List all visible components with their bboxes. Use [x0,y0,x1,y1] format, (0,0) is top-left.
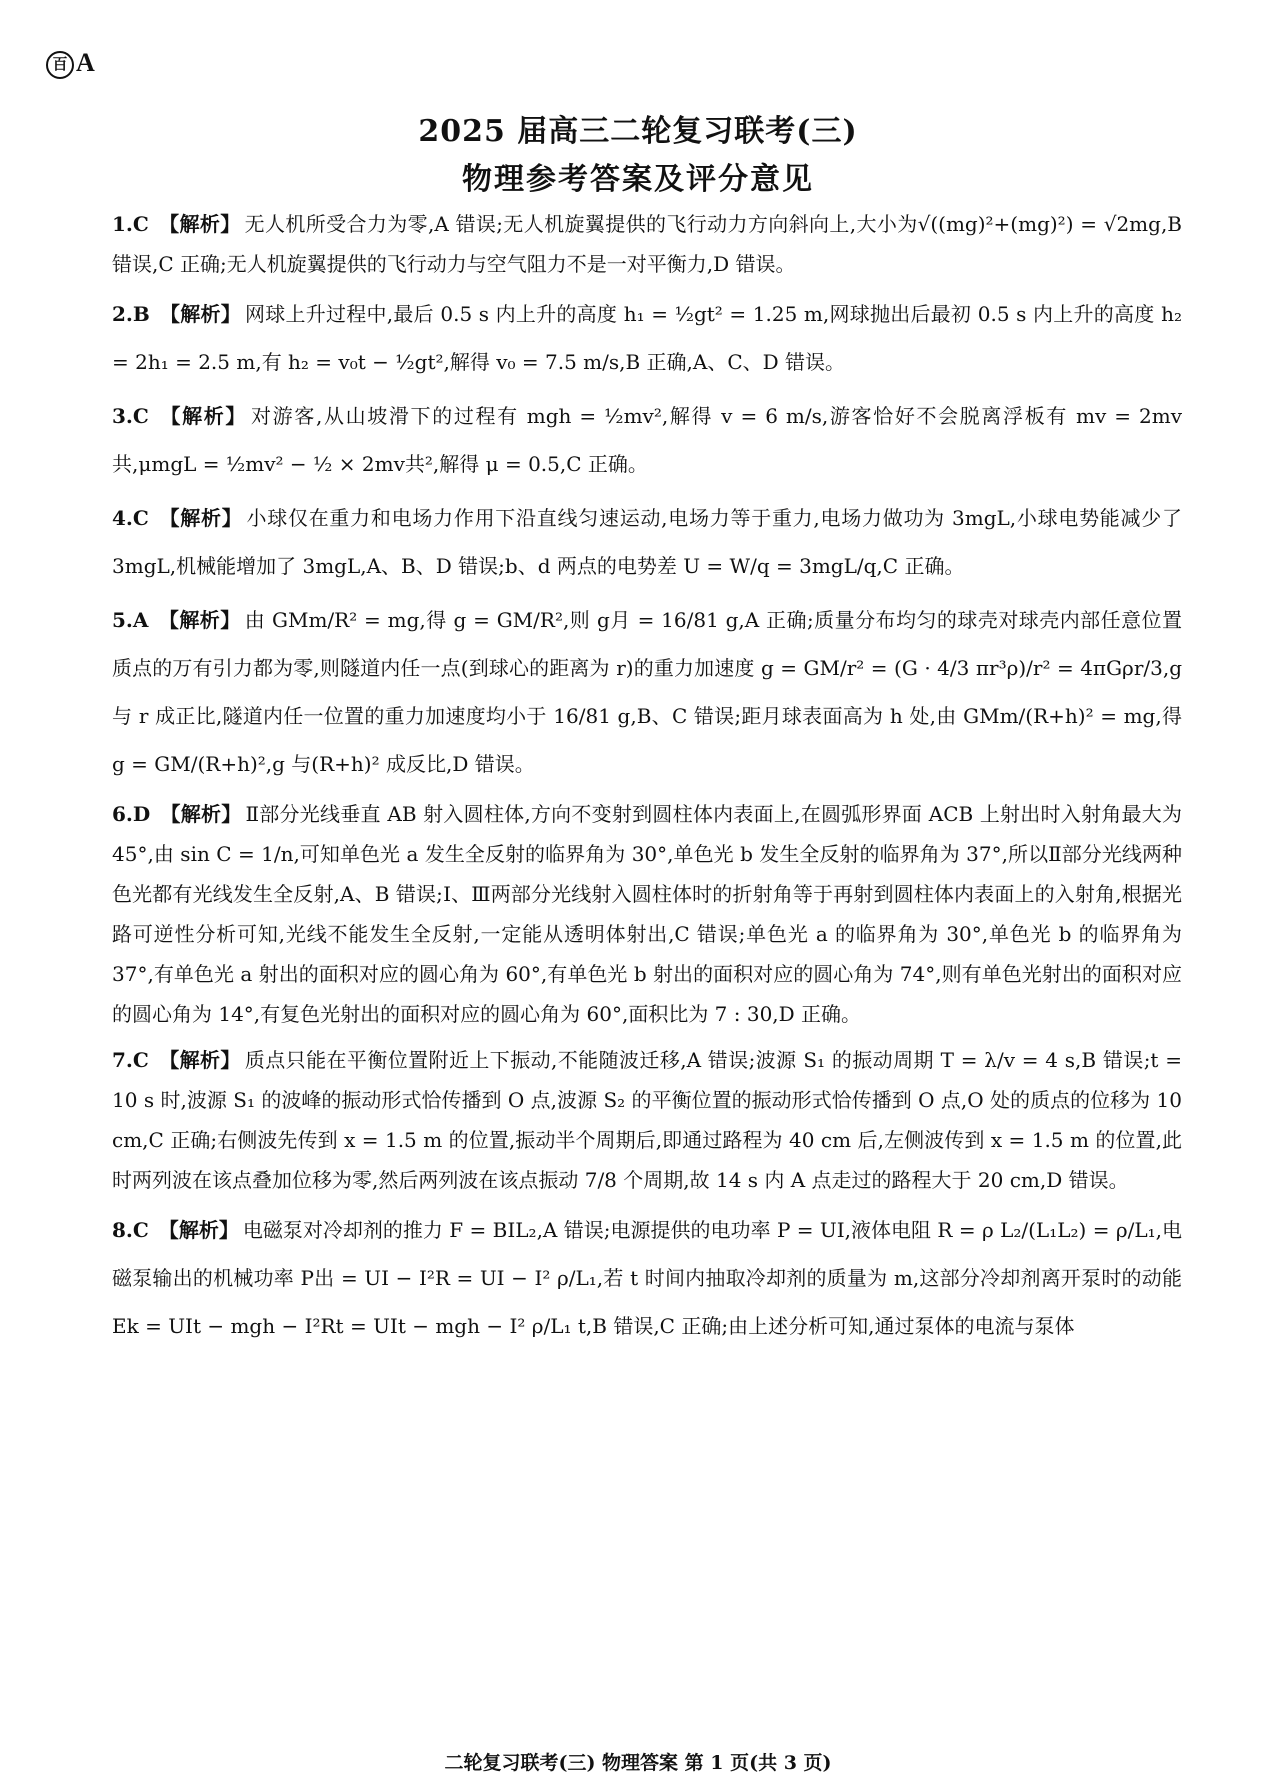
answer-item-2 [112,290,1182,386]
answer-text: 小球仅在重力和电场力作用下沿直线匀速运动,电场力等于重力,电场力做功为 3mgL,小球电势能减少了 3mgL,机械能增加了 3mgL,A、B、D 错误;b、d 两点的电势差 U = W/q = 3mgL/q,C 正确。 [112,506,1183,578]
answer-text: 对游客,从山坡滑下的过程有 mgh = ½mv²,解得 v = 6 m/s,游客恰好不会脱离浮板有 mv = 2mv共,μmgL = ½mv² − ½ × 2mv共²,解得 μ = 0.5,C 正确。 [112,404,1183,476]
analysis-tag: 【解析】 [158,506,243,530]
analysis-tag: 【解析】 [158,1218,239,1242]
answer-text: Ⅱ部分光线垂直 AB 射入圆柱体,方向不变射到圆柱体内表面上,在圆弧形界面 ACB 上射出时入射角最大为 45°,由 sin C = 1/n,可知单色光 a 发生全反射的临界角为 30°,单色光 b 发生全反射的临界角为 37°,所以Ⅱ部分光线两种色光都有光线发生全反射,A、B 错误;Ⅰ、Ⅲ两部分光线射入圆柱体时的折射角等于再射到圆柱体内表面上的入射角,根据光路可逆性分析可知,光线不能发生全反射,一定能从透明体射出,C 错误;单色光 a 的临界角为 30°,单色光 b 的临界角为 37°,有单色光 a 射出的面积对应的圆心角为 60°,有单色光 b 射出的面积对应的圆心角为 74°,则有单色光射出的面积对应的圆心角为 14°,有复色光射出的面积对应的圆心角为 60°,面积比为 7 : 30,D 正确。 [112,802,1183,1026]
answer-number: 7.C [112,1048,149,1072]
analysis-tag: 【解析】 [158,212,241,236]
analysis-tag: 【解析】 [158,608,241,632]
answer-item-7 [112,1040,1182,1200]
answer-item-3 [112,392,1182,488]
answer-number: 4.C [112,506,149,530]
answer-list [112,204,1182,1356]
corner-badge [46,48,95,79]
answer-text: 电磁泵对冷却剂的推力 F = BIL₂,A 错误;电源提供的电功率 P = UI,液体电阻 R = ρ L₂/(L₁L₂) = ρ/L₁,电磁泵输出的机械功率 P出 = UI − I²R = UI − I² ρ/L₁,若 t 时间内抽取冷却剂的质量为 m,这部分冷却剂离开泵时的动能 Ek = UIt − mgh − I²Rt = UIt − mgh − I² ρ/L₁ t,B 错误,C 正确;由上述分析可知,通过泵体的电流与泵体 [112,1218,1182,1338]
answer-item-4 [112,494,1182,590]
page-subtitle: 物理参考答案及评分意见 [462,162,814,197]
answer-text: 由 GMm/R² = mg,得 g = GM/R²,则 g月 = 16/81 g,A 正确;质量分布均匀的球壳对球壳内部任意位置质点的万有引力都为零,则隧道内任一点(到球心的距离为 r)的重力加速度 g = GM/r² = (G · 4/3 πr³ρ)/r² = 4πGρr/3,g 与 r 成正比,隧道内任一位置的重力加速度均小于 16/81 g,B、C 错误;距月球表面高为 h 处,由 GMm/(R+h)² = mg,得 g = GM/(R+h)²,g 与(R+h)² 成反比,D 错误。 [112,608,1183,776]
answer-number: 1.C [112,212,149,236]
page-footer: 二轮复习联考(三) 物理答案 第 1 页(共 3 页) [444,1752,832,1774]
badge-letter: A [76,48,95,77]
answer-number: 2.B [112,302,150,326]
answer-number: 8.C [112,1218,149,1242]
analysis-tag: 【解析】 [158,1048,241,1072]
analysis-tag: 【解析】 [158,404,248,428]
page-title: 2025 届高三二轮复习联考(三) [418,114,858,149]
answer-item-5 [112,596,1182,788]
answer-number: 3.C [112,404,149,428]
answer-item-8 [112,1206,1182,1350]
analysis-tag: 【解析】 [159,302,242,326]
answer-text: 质点只能在平衡位置附近上下振动,不能随波迁移,A 错误;波源 S₁ 的振动周期 T = λ/v = 4 s,B 错误;t = 10 s 时,波源 S₁ 的波峰的振动形式恰传播到 O 点,波源 S₂ 的平衡位置的振动形式恰传播到 O 点,O 处的质点的位移为 10 cm,C 正确;右侧波先传到 x = 1.5 m 的位置,振动半个周期后,即通过路程为 40 cm 后,左侧波传到 x = 1.5 m 的位置,此时两列波在该点叠加位移为零,然后两列波在该点振动 7/8 个周期,故 14 s 内 A 点走过的路程大于 20 cm,D 错误。 [112,1048,1183,1192]
answer-text: 网球上升过程中,最后 0.5 s 内上升的高度 h₁ = ½gt² = 1.25 m,网球抛出后最初 0.5 s 内上升的高度 h₂ = 2h₁ = 2.5 m,有 h₂ = v₀t − ½gt²,解得 v₀ = 7.5 m/s,B 正确,A、C、D 错误。 [112,302,1182,374]
badge-circle-mark: 百 [46,51,74,79]
analysis-tag: 【解析】 [160,802,242,826]
answer-text: 无人机所受合力为零,A 错误;无人机旋翼提供的飞行动力方向斜向上,大小为√((mg)²+(mg)²) = √2mg,B 错误,C 正确;无人机旋翼提供的飞行动力与空气阻力不是一对平衡力,D 错误。 [112,212,1183,276]
answer-number: 6.D [112,802,151,826]
answer-item-1 [112,204,1182,284]
answer-item-6 [112,794,1182,1034]
answer-number: 5.A [112,608,149,632]
